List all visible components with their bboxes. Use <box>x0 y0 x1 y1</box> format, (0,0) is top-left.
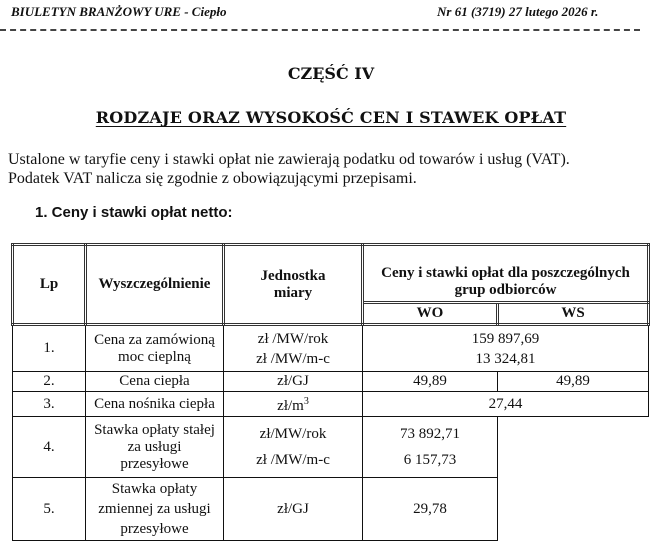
row-item <box>86 417 224 478</box>
row-value-merged: 27,44 <box>363 392 649 417</box>
section-title <box>0 108 662 127</box>
row-unit <box>224 325 363 372</box>
intro-line-2: Podatek VAT nalicza się zgodnie z obowiązującymi przepisami. <box>8 170 417 187</box>
header-ws: WS <box>498 303 649 325</box>
table-row <box>13 372 649 392</box>
row-item-line: moc cieplną <box>118 348 191 365</box>
row-value-ws-empty <box>498 417 649 478</box>
row-unit <box>224 392 363 417</box>
header-groups-line1: Ceny i stawki opłat dla poszczególnych <box>381 265 630 281</box>
issue-number-date: Nr 61 (3719) 27 lutego 2026 r. <box>437 4 599 19</box>
table-row <box>13 478 649 541</box>
row-value-ws: 49,89 <box>498 372 649 392</box>
header-unit-line1: Jednostka <box>260 267 326 284</box>
row-lp: 3. <box>13 392 86 417</box>
row-item-line: Stawka opłaty stałej <box>94 421 215 438</box>
row-item-line: za usługi <box>127 438 182 455</box>
row-item-line: Stawka opłaty <box>111 481 198 497</box>
header-unit-line2: miary <box>273 284 313 301</box>
row-item: Cena ciepła <box>86 372 224 392</box>
row-value-ws-empty <box>498 478 649 541</box>
intro-paragraph <box>8 150 570 188</box>
header-item: Wyszczególnienie <box>86 245 224 325</box>
row-value-line: 159 897,69 <box>471 330 540 347</box>
row-unit-line: zł /MW/m-c <box>256 452 330 468</box>
row-lp: 4. <box>13 417 86 478</box>
row-lp: 2. <box>13 372 86 392</box>
row-item: Cena nośnika ciepła <box>86 392 224 417</box>
row-unit-superscript: 3 <box>303 396 309 407</box>
row-value-merged <box>363 325 649 372</box>
table-row <box>13 417 649 478</box>
table-row <box>13 325 649 372</box>
row-value-line: 6 157,73 <box>403 452 457 468</box>
row-value-line: 13 324,81 <box>475 350 536 367</box>
row-unit <box>224 417 363 478</box>
row-item <box>86 325 224 372</box>
header-groups-line2: grup odbiorców <box>454 282 557 298</box>
section-title-text: RODZAJE ORAZ WYSOKOŚĆ CEN I STAWEK OPŁAT <box>95 108 567 127</box>
subsection-heading: 1. Ceny i stawki opłat netto: <box>35 204 233 221</box>
header-divider <box>0 29 640 31</box>
row-value-line: 73 892,71 <box>400 426 460 442</box>
row-item-line: przesyłowe <box>120 455 189 472</box>
header-groups <box>363 245 649 303</box>
row-value-wo: 29,78 <box>363 478 498 541</box>
row-unit-line: zł /MW/rok <box>257 330 329 347</box>
row-value-wo: 49,89 <box>363 372 498 392</box>
row-unit-line: zł /MW/m-c <box>256 350 330 367</box>
tariff-table <box>11 243 650 541</box>
row-item <box>86 478 224 541</box>
table-header-row <box>13 245 649 303</box>
row-unit: zł/GJ <box>224 478 363 541</box>
part-heading: CZĘŚĆ IV <box>287 64 375 83</box>
row-lp: 5. <box>13 478 86 541</box>
row-unit-base: zł/m <box>277 398 304 414</box>
row-item-line: przesyłowe <box>120 521 189 537</box>
row-value-wo <box>363 417 498 478</box>
header-wo: WO <box>363 303 498 325</box>
row-item-line: Cena za zamówioną <box>94 331 215 348</box>
header-unit <box>224 245 363 325</box>
table-row <box>13 392 649 417</box>
header-lp: Lp <box>13 245 86 325</box>
bulletin-title: BIULETYN BRANŻOWY URE - Ciepło <box>11 4 227 19</box>
intro-line-1: Ustalone w taryfie ceny i stawki opłat nie zawierają podatku od towarów i usług (VAT). <box>8 151 570 168</box>
row-lp: 1. <box>13 325 86 372</box>
row-unit-line: zł/MW/rok <box>259 426 327 442</box>
row-unit: zł/GJ <box>224 372 363 392</box>
row-item-line: zmiennej za usługi <box>98 501 211 517</box>
